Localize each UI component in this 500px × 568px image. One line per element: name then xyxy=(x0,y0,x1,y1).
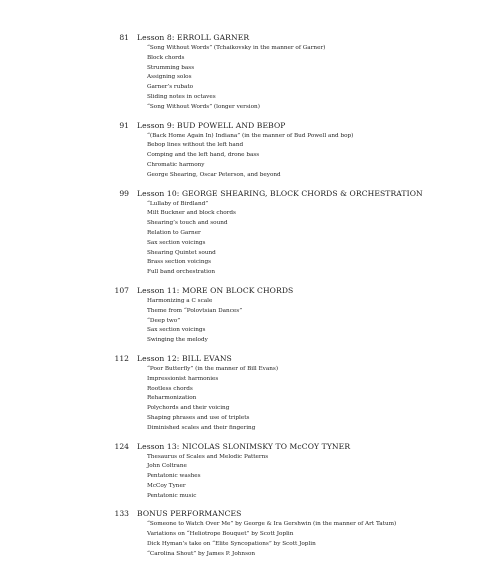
lesson-title: Lesson 9: BUD POWELL AND BEBOP xyxy=(137,120,286,130)
toc-section-heading xyxy=(0,442,500,452)
topic-item: John Coltrane xyxy=(147,463,187,470)
topic-item: Comping and the left hand, drone bass xyxy=(147,152,260,159)
topic-item: Theme from “Polovtsian Dances” xyxy=(147,307,243,314)
topic-list xyxy=(0,365,500,434)
topic-list xyxy=(0,520,500,559)
toc-section xyxy=(0,442,500,502)
topic-item: Swinging the melody xyxy=(147,337,208,344)
page-number: 107 xyxy=(114,285,129,295)
topic-list xyxy=(0,132,500,181)
topic-item: “Deep two” xyxy=(147,317,181,324)
topic-item: Relation to Garner xyxy=(147,229,201,236)
lesson-title: Lesson 8: ERROLL GARNER xyxy=(137,33,250,42)
toc-section-heading xyxy=(0,286,500,296)
topic-item: Brass section voicings xyxy=(147,259,212,266)
topic-item: “Lullaby of Birdland” xyxy=(147,200,209,207)
lesson-title: Lesson 12: BILL EVANS xyxy=(137,353,232,363)
toc-section xyxy=(0,121,500,181)
topic-item: Sliding notes in octaves xyxy=(147,93,216,100)
topic-item: Sax section voicings xyxy=(147,327,206,334)
topic-item: Sax section voicings xyxy=(147,239,206,246)
lesson-title: Lesson 10: GEORGE SHEARING, BLOCK CHORDS & ORCHESTRATION xyxy=(137,188,423,198)
topic-item: McCoy Tyner xyxy=(147,482,186,489)
topic-item: “Song Without Words” (Tchaikovsky in the manner of Garner) xyxy=(147,45,326,51)
lesson-title: BONUS PERFORMANCES xyxy=(137,509,242,519)
topic-item: George Shearing, Oscar Peterson, and beyond xyxy=(147,171,281,178)
topic-item: Assigning solos xyxy=(147,74,192,81)
topic-item: Garner’s rubato xyxy=(147,84,194,91)
topic-item: Full band orchestration xyxy=(147,269,216,276)
topic-item: Thesaurus of Scales and Melodic Patterns xyxy=(147,453,269,460)
topic-item: Strumming bass xyxy=(147,64,195,71)
topic-item: “Someone to Watch Over Me” by George & Ira Gershwin (in the manner of Art Tatum) xyxy=(147,521,397,528)
toc-section-heading xyxy=(0,189,500,199)
topic-item: Chromatic harmony xyxy=(147,161,205,168)
topic-list xyxy=(0,44,500,113)
topic-item: “Poor Butterfly” (in the manner of Bill Evans) xyxy=(147,365,279,372)
topic-item: Bebop lines without the left hand xyxy=(147,142,244,149)
table-of-contents xyxy=(0,33,500,568)
page-number: 112 xyxy=(114,353,129,363)
topic-item: Shaping phrases and use of triplets xyxy=(147,414,250,421)
topic-item: Shearing Quintet sound xyxy=(147,249,216,256)
topic-item: “(Back Home Again In) Indiana” (in the manner of Bud Powell and bop) xyxy=(147,132,354,139)
toc-section xyxy=(0,33,500,113)
topic-item: “Carolina Shout” by James P. Johnson xyxy=(147,550,256,557)
topic-item: Reharmonization xyxy=(147,395,197,402)
page-number: 81 xyxy=(119,33,129,42)
toc-section xyxy=(0,189,500,278)
topic-item: Milt Buckner and block chords xyxy=(147,210,236,217)
topic-item: Shearing’s touch and sound xyxy=(147,220,228,227)
topic-item: Harmonizing a C scale xyxy=(147,297,213,304)
toc-section-heading xyxy=(0,121,500,131)
topic-item: Rootless chords xyxy=(147,385,193,392)
page-number: 133 xyxy=(114,509,129,519)
toc-section-heading xyxy=(0,33,500,43)
topic-item: Variations on “Heliotrope Bouquet” by Scott Joplin xyxy=(147,531,294,538)
topic-list xyxy=(0,297,500,346)
topic-item: Pentatonic music xyxy=(147,492,197,499)
topic-item: Polychords and their voicing xyxy=(147,405,230,412)
topic-item: Pentatonic washes xyxy=(147,473,201,480)
toc-section xyxy=(0,509,500,559)
topic-item: Diminished scales and their fingering xyxy=(147,424,256,431)
lesson-title: Lesson 13: NICOLAS SLONIMSKY TO McCOY TYNER xyxy=(137,441,351,451)
toc-section xyxy=(0,286,500,346)
page-number: 91 xyxy=(119,120,129,130)
page-number: 99 xyxy=(119,188,129,198)
topic-item: Dick Hyman’s take on “Elite Syncopations” by Scott Joplin xyxy=(147,541,316,548)
topic-item: Impressionist harmonies xyxy=(147,375,219,382)
page-number: 124 xyxy=(114,441,129,451)
topic-item: “Song Without Words” (longer version) xyxy=(147,103,260,110)
topic-item: Block chords xyxy=(147,54,185,61)
topic-list xyxy=(0,200,500,278)
toc-section-heading xyxy=(0,354,500,364)
lesson-title: Lesson 11: MORE ON BLOCK CHORDS xyxy=(137,285,294,295)
toc-section-heading xyxy=(0,509,500,519)
topic-list xyxy=(0,453,500,502)
toc-section xyxy=(0,354,500,434)
